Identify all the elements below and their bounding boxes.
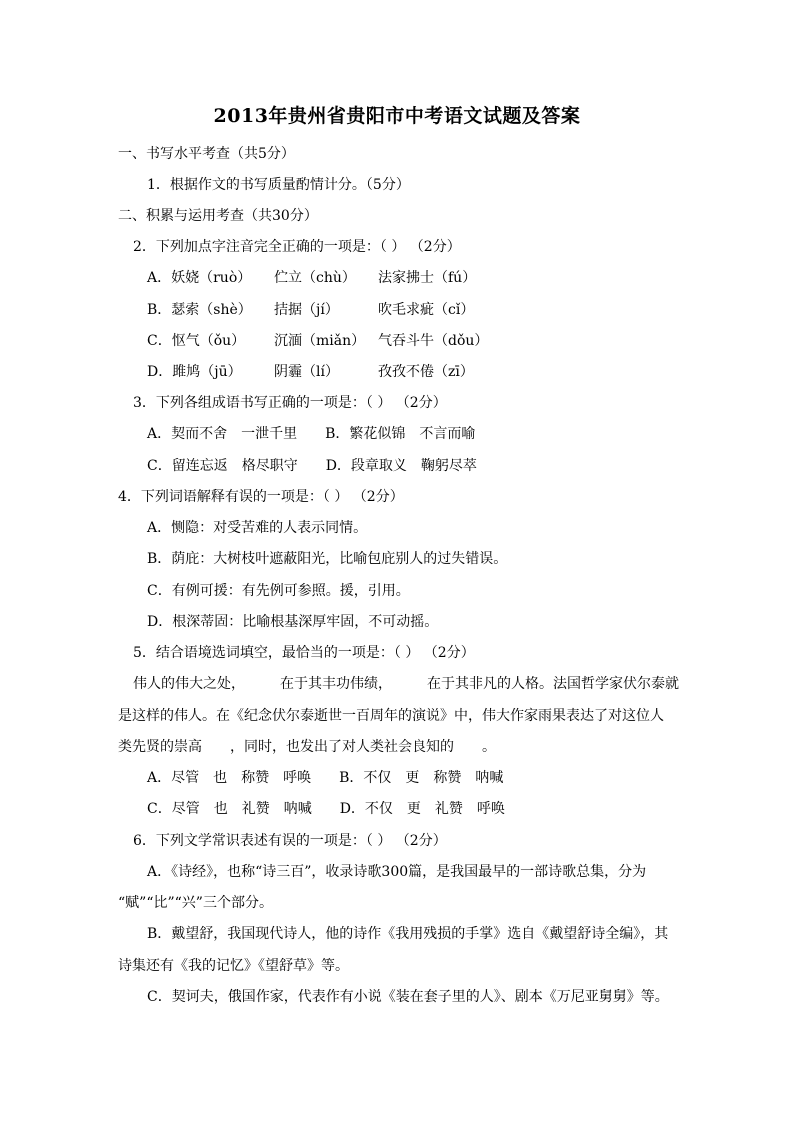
q2-c-3: 气吞斗牛（dǒu）: [378, 333, 489, 349]
q2-b-3: 吹毛求疵（cǐ）: [378, 302, 475, 318]
q2-d-3: 孜孜不倦（zī）: [378, 364, 474, 380]
q5-row-ab: A．尽管 也 称赞 呼唤 B．不仅 更 称赞 呐喊: [147, 770, 504, 786]
q2-d-2: 阴霾（lí）: [274, 364, 339, 380]
q2-b-1: B．瑟索（shè）: [147, 302, 252, 318]
q5-stem: 5．结合语境选词填空，最恰当的一项是：（ ） （2分）: [133, 645, 475, 661]
q2-c-1: C．怄气（ǒu）: [147, 333, 246, 349]
q2-a-3: 法家拂士（fú）: [378, 270, 477, 286]
q2-a-1: A．妖娆（ruò）: [147, 270, 252, 286]
q6-option-b-line-2: 诗集还有《我的记忆》《望舒草》等。: [118, 958, 349, 974]
q6-option-b-line-1: B．戴望舒，我国现代诗人，他的诗作《我用残损的手掌》选自《戴望舒诗全编》，其: [147, 926, 669, 942]
q5-passage-line-2: 是这样的伟人。在《纪念伏尔泰逝世一百周年的演说》中，伟大作家雨果表达了对这位人: [118, 708, 664, 724]
q2-b-2: 拮据（jí）: [274, 302, 339, 318]
q1-text: 1．根据作文的书写质量酌情计分。（5分）: [147, 177, 410, 193]
section-1-heading: 一、书写水平考查（共5分）: [118, 146, 295, 162]
q4-option-a: A．恻隐：对受苦难的人表示同情。: [147, 520, 368, 536]
q5-passage-line-3: 类先贤的崇高 ，同时，也发出了对人类社会良知的 。: [118, 739, 496, 755]
q5-row-cd: C．尽管 也 礼赞 呐喊 D．不仅 更 礼赞 呼唤: [147, 801, 505, 817]
page-title: 2013年贵州省贵阳市中考语文试题及答案: [213, 105, 581, 127]
q3-row-ab: A．契而不舍 一泄千里 B．繁花似锦 不言而喻: [147, 426, 476, 442]
q3-stem: 3．下列各组成语书写正确的一项是：（ ） （2分）: [133, 395, 447, 411]
q4-stem: 4．下列词语解释有误的一项是：（ ） （2分）: [118, 489, 404, 505]
q2-d-1: D．雎鸠（jū）: [147, 364, 242, 380]
q4-option-d: D．根深蒂固：比喻根基深厚牢固，不可动摇。: [147, 614, 439, 630]
q6-option-a-line-2: “赋”“比”“兴”三个部分。: [118, 895, 273, 911]
q4-option-c: C．有例可援：有先例可参照。援，引用。: [147, 583, 410, 599]
q4-option-b: B．荫庇：大树枝叶遮蔽阳光，比喻包庇别人的过失错误。: [147, 551, 508, 567]
section-2-heading: 二、积累与运用考查（共30分）: [118, 208, 318, 224]
q2-stem: 2．下列加点字注音完全正确的一项是：（ ） （2分）: [133, 239, 461, 255]
q5-passage-line-1: 伟人的伟大之处， 在于其丰功伟绩， 在于其非凡的人格。法国哲学家伏尔泰就: [133, 676, 679, 692]
q2-c-2: 沉湎（miǎn）: [274, 333, 366, 349]
q3-row-cd: C．留连忘返 格尽职守 D．段章取义 鞠躬尽萃: [147, 458, 477, 474]
q2-a-2: 伫立（chù）: [274, 270, 356, 286]
q6-option-c-line-1: C．契诃夫，俄国作家，代表作有小说《装在套子里的人》、剧本《万尼亚舅舅》等。: [147, 989, 669, 1005]
q6-stem: 6．下列文学常识表述有误的一项是：（ ） （2分）: [133, 833, 447, 849]
q6-option-a-line-1: A．《诗经》，也称“诗三百”，收录诗歌300篇，是我国最早的一部诗歌总集，分为: [147, 864, 647, 880]
